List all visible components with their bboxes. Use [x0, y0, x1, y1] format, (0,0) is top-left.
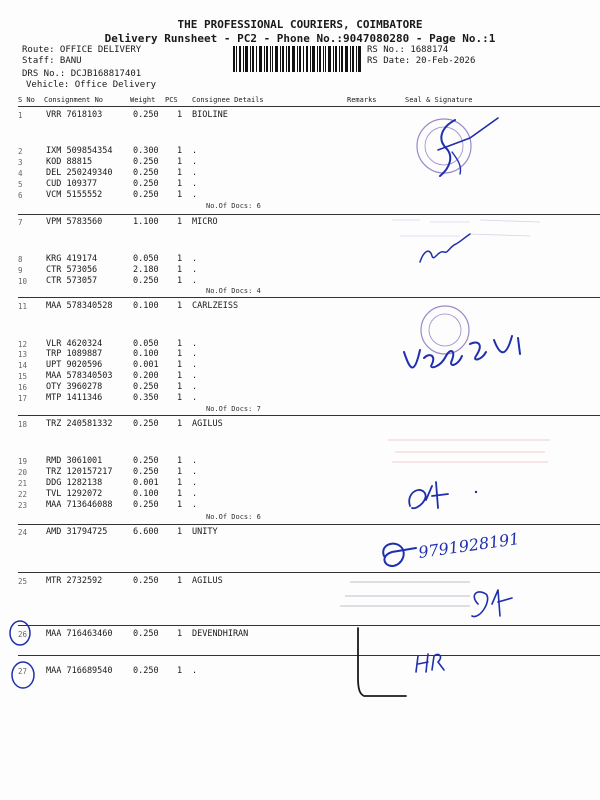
row-pcs: 1 [177, 190, 183, 200]
row-sno: 22 [18, 490, 28, 499]
row-consignment: UPT 9020596 [46, 360, 103, 370]
row-pcs: 1 [177, 500, 183, 510]
row-pcs: 1 [177, 467, 183, 477]
row-consignment: CUD 109377 [46, 179, 98, 189]
faint-stamp-2 [392, 220, 540, 236]
row-weight: 0.200 [133, 371, 159, 381]
row-consignee: BIOLINE [192, 110, 228, 120]
row-consignee: AGILUS [192, 419, 223, 429]
row-sno: 4 [18, 169, 23, 178]
row-sno: 8 [18, 255, 23, 264]
row-consignee: . [192, 349, 198, 359]
row-consignee: . [192, 254, 198, 264]
row-consignment: RMD 3061001 [46, 456, 103, 466]
col-pcs: PCS [165, 96, 178, 104]
row-consignee: . [192, 190, 198, 200]
row-pcs: 1 [177, 527, 183, 537]
docs-note: No.Of Docs: 4 [206, 287, 261, 295]
row-consignee: . [192, 146, 198, 156]
row-sno: 3 [18, 158, 23, 167]
row-weight: 0.250 [133, 467, 159, 477]
row-weight: 0.250 [133, 276, 159, 286]
row-pcs: 1 [177, 576, 183, 586]
row-sno: 7 [18, 218, 23, 227]
rs-no-label: RS No.: 1688174 [367, 45, 449, 55]
col-remarks: Remarks [347, 96, 377, 104]
row-sno: 1 [18, 111, 23, 120]
row-weight: 0.350 [133, 393, 159, 403]
rs-date-label: RS Date: 20-Feb-2026 [367, 56, 476, 66]
staff-label: Staff: BANU [22, 56, 82, 66]
row-consignee: CARLZEISS [192, 301, 239, 311]
circled-row-27 [12, 662, 34, 688]
row-pcs: 1 [177, 339, 183, 349]
row-sno: 20 [18, 468, 28, 477]
row-consignee: . [192, 265, 198, 275]
row-sno: 5 [18, 180, 23, 189]
row-weight: 0.250 [133, 419, 159, 429]
round-seal-3 [421, 306, 469, 354]
col-consignee: Consignee Details [192, 96, 264, 104]
row-weight: 0.300 [133, 146, 159, 156]
row-weight: 0.250 [133, 110, 159, 120]
row-sno: 9 [18, 266, 23, 275]
row-weight: 0.100 [133, 349, 159, 359]
row-weight: 1.100 [133, 217, 159, 227]
row-sno: 13 [18, 350, 28, 359]
row-sno: 17 [18, 394, 28, 403]
row-sno: 11 [18, 302, 28, 311]
row-consignee: . [192, 371, 198, 381]
company-stamp-6 [340, 582, 470, 606]
signature-hr [416, 654, 444, 672]
row-consignment: TVL 1292072 [46, 489, 103, 499]
company-title: THE PROFESSIONAL COURIERS, COIMBATORE [177, 18, 423, 31]
row-consignment: MAA 716689540 [46, 666, 113, 676]
row-sno: 6 [18, 191, 23, 200]
docs-note: No.Of Docs: 6 [206, 202, 261, 210]
row-pcs: 1 [177, 349, 183, 359]
row-consignment: CTR 573057 [46, 276, 98, 286]
row-weight: 0.250 [133, 382, 159, 392]
row-weight: 0.250 [133, 576, 159, 586]
row-sno: 23 [18, 501, 28, 510]
row-consignment: VCM 5155552 [46, 190, 103, 200]
row-sno: 18 [18, 420, 28, 429]
row-weight: 0.250 [133, 168, 159, 178]
row-consignee: . [192, 382, 198, 392]
row-sno: 24 [18, 528, 28, 537]
row-pcs: 1 [177, 629, 183, 639]
vehicle-label: Vehicle: Office Delivery [26, 80, 157, 90]
bracket-mark [358, 628, 406, 696]
row-pcs: 1 [177, 276, 183, 286]
row-pcs: 1 [177, 489, 183, 499]
row-consignee: MICRO [192, 217, 218, 227]
row-sno: 14 [18, 361, 28, 370]
row-sno: 26 [18, 630, 28, 639]
row-weight: 0.001 [133, 360, 159, 370]
row-sno: 21 [18, 479, 28, 488]
signature-6 [472, 590, 512, 617]
signature-4 [409, 482, 477, 508]
row-pcs: 1 [177, 217, 183, 227]
row-pcs: 1 [177, 301, 183, 311]
handwritten-phone: 9791928191 [417, 529, 521, 562]
row-pcs: 1 [177, 382, 183, 392]
col-weight: Weight [130, 96, 156, 104]
signature-3 [404, 336, 520, 368]
col-seal: Seal & Signature [405, 96, 473, 104]
row-weight: 0.250 [133, 666, 159, 676]
row-sno: 10 [18, 277, 28, 286]
row-sno: 27 [18, 667, 28, 676]
row-consignment: VRR 7618103 [46, 110, 103, 120]
row-pcs: 1 [177, 254, 183, 264]
row-consignee: . [192, 489, 198, 499]
row-weight: 0.250 [133, 629, 159, 639]
row-consignment: KOD 88815 [46, 157, 93, 167]
row-pcs: 1 [177, 393, 183, 403]
row-pcs: 1 [177, 360, 183, 370]
row-consignee: . [192, 168, 198, 178]
signature-2 [420, 234, 470, 262]
runsheet-subtitle: Delivery Runsheet - PC2 - Phone No.:9047080280 - Page No.:1 [104, 32, 496, 45]
row-consignment: VPM 5783560 [46, 217, 103, 227]
row-consignee: . [192, 339, 198, 349]
row-consignee: . [192, 179, 198, 189]
row-consignment: MAA 578340503 [46, 371, 113, 381]
route-label: Route: OFFICE DELIVERY [22, 45, 142, 55]
row-consignment: TRZ 120157217 [46, 467, 113, 477]
docs-note: No.Of Docs: 6 [206, 513, 261, 521]
row-pcs: 1 [177, 179, 183, 189]
row-weight: 0.050 [133, 254, 159, 264]
row-weight: 2.180 [133, 265, 159, 275]
row-sno: 16 [18, 383, 28, 392]
row-pcs: 1 [177, 265, 183, 275]
row-weight: 0.250 [133, 157, 159, 167]
row-weight: 0.100 [133, 301, 159, 311]
row-pcs: 1 [177, 419, 183, 429]
docs-note: No.Of Docs: 7 [206, 405, 261, 413]
row-consignment: DDG 1282138 [46, 478, 103, 488]
row-consignee: DEVENDHIRAN [192, 629, 249, 639]
row-pcs: 1 [177, 168, 183, 178]
row-consignment: MAA 578340528 [46, 301, 113, 311]
circled-row-26 [10, 621, 30, 645]
row-weight: 0.250 [133, 456, 159, 466]
row-consignment: VLR 4620324 [46, 339, 103, 349]
row-consignment: IXM 509854354 [46, 146, 113, 156]
row-consignment: MTP 1411346 [46, 393, 103, 403]
row-consignment: AMD 31794725 [46, 527, 108, 537]
row-weight: 0.250 [133, 500, 159, 510]
row-weight: 6.600 [133, 527, 159, 537]
row-pcs: 1 [177, 157, 183, 167]
row-weight: 0.250 [133, 190, 159, 200]
row-sno: 19 [18, 457, 28, 466]
row-pcs: 1 [177, 146, 183, 156]
row-consignee: . [192, 456, 198, 466]
row-consignment: DEL 250249340 [46, 168, 113, 178]
row-sno: 2 [18, 147, 23, 156]
row-pcs: 1 [177, 371, 183, 381]
row-consignment: CTR 573056 [46, 265, 98, 275]
row-pcs: 1 [177, 456, 183, 466]
row-pcs: 1 [177, 666, 183, 676]
row-sno: 15 [18, 372, 28, 381]
row-consignee: . [192, 393, 198, 403]
col-sno: S No [18, 96, 35, 104]
row-consignment: TRP 1089887 [46, 349, 103, 359]
row-consignee: UNITY [192, 527, 218, 537]
row-pcs: 1 [177, 478, 183, 488]
row-pcs: 1 [177, 110, 183, 120]
row-sno: 12 [18, 340, 28, 349]
row-weight: 0.001 [133, 478, 159, 488]
row-consignee: . [192, 500, 198, 510]
row-sno: 25 [18, 577, 28, 586]
row-consignment: TRZ 240581332 [46, 419, 113, 429]
row-consignee: . [192, 666, 198, 676]
row-consignment: MAA 716463460 [46, 629, 113, 639]
row-consignment: MTR 2732592 [46, 576, 103, 586]
row-consignee: AGILUS [192, 576, 223, 586]
row-consignee: . [192, 157, 198, 167]
row-consignment: MAA 713646088 [46, 500, 113, 510]
company-stamp-4 [388, 440, 550, 462]
row-consignee: . [192, 478, 198, 488]
row-consignee: . [192, 360, 198, 370]
row-consignment: OTY 3960278 [46, 382, 103, 392]
signature-5 [383, 544, 416, 566]
row-weight: 0.100 [133, 489, 159, 499]
col-consignment: Consignment No [44, 96, 104, 104]
row-consignee: . [192, 467, 198, 477]
drs-label: DRS No.: DCJB168817401 [22, 69, 142, 79]
row-consignment: KRG 419174 [46, 254, 98, 264]
signature-1 [438, 118, 498, 176]
row-consignee: . [192, 276, 198, 286]
row-weight: 0.050 [133, 339, 159, 349]
row-weight: 0.250 [133, 179, 159, 189]
